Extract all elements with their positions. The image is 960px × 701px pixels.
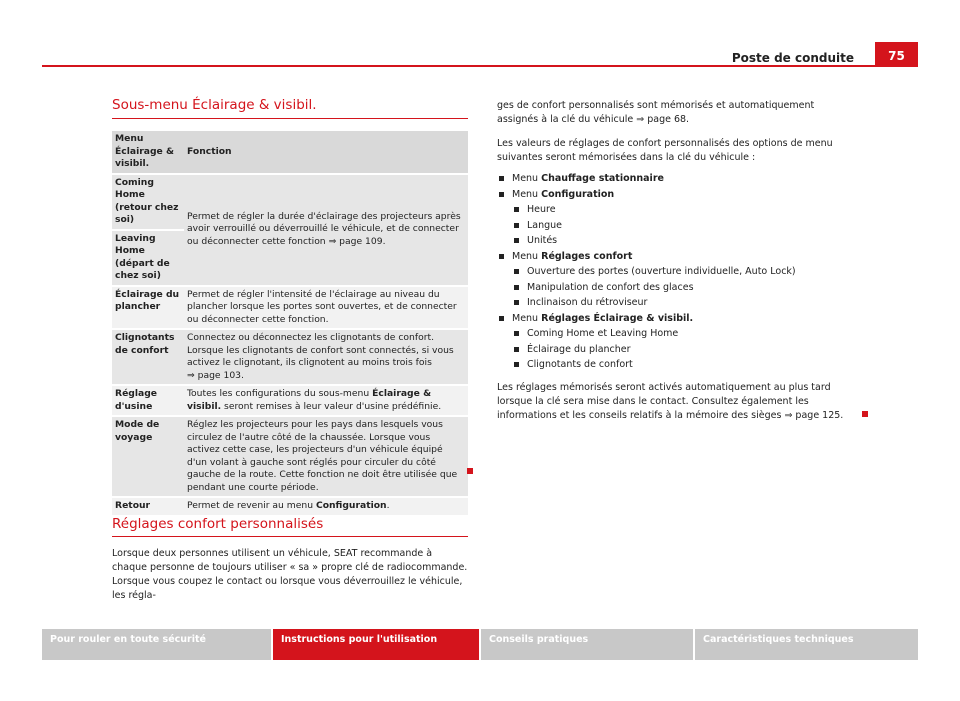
row-text-floor-lighting: Permet de régler l'intensité de l'éclairage au niveau du plancher lorsque les portes sont ouvertes, et de connecter ou déconnecter cette fonction. xyxy=(184,286,468,330)
table-header-menu: Menu Éclairage & visibil. xyxy=(112,131,184,174)
row-label-coming-home: Coming Home (retour chez soi) xyxy=(112,174,184,230)
list-item xyxy=(497,187,867,249)
row-text: seront remises à leur valeur d'usine prédéfinie. xyxy=(224,400,442,412)
sub-list xyxy=(512,202,867,249)
list-item: Langue xyxy=(512,218,867,234)
menu-prefix: Menu xyxy=(512,312,539,324)
list-item xyxy=(497,311,867,373)
menu-name: Chauffage stationnaire xyxy=(541,173,664,184)
row-text-back xyxy=(184,497,468,515)
menu-prefix: Menu xyxy=(512,188,539,200)
end-of-section-marker xyxy=(862,411,868,417)
row-text-travel-mode: Réglez les projecteurs pour les pays dans lesquels vous circulez de l'autre côté de la chaussée. Lorsque vous activez cette case, les projecteurs d'un véhicule équipé d'un volant à gauche sont réglés pour circuler du côté gauche de la route. Cette fonction ne doit être utilisée que pendant une courte période. xyxy=(184,416,468,497)
footer-tab-safety[interactable]: Pour rouler en toute sécurité xyxy=(42,629,271,660)
stored-menus-list xyxy=(497,171,867,373)
comfort-intro-paragraph: Lorsque deux personnes utilisent un véhicule, SEAT recommande à chaque personne de toujours utiliser « sa » propre clé de radiocommande. Lorsque vous coupez le contact ou lorsque vous déverrouillez le véhicule, les régla- xyxy=(112,548,468,601)
list-item: Unités xyxy=(512,233,867,249)
footer-tab-practical-tips[interactable]: Conseils pratiques xyxy=(481,629,693,660)
list-item: Inclinaison du rétroviseur xyxy=(512,295,867,311)
row-label-factory-settings: Réglage d'usine xyxy=(112,385,184,416)
right-paragraph-1 xyxy=(497,99,855,127)
sub-list xyxy=(512,264,867,311)
page-number: 75 xyxy=(875,42,918,67)
list-item xyxy=(497,249,867,311)
row-text: Permet de revenir au menu xyxy=(187,500,314,511)
table-row xyxy=(112,286,468,330)
page-ref-link[interactable]: ⇒ page 68. xyxy=(636,114,690,125)
row-text-factory-settings xyxy=(184,385,468,416)
menu-keyword: Éclairage & visibil. xyxy=(187,388,432,412)
row-label-floor-lighting: Éclairage du plancher xyxy=(112,286,184,330)
table-row xyxy=(112,174,468,230)
table-header-row xyxy=(112,131,468,174)
sub-list xyxy=(512,326,867,373)
menu-keyword: Configuration xyxy=(315,500,387,511)
right-paragraph-3 xyxy=(497,381,855,423)
shared-function-text: Permet de régler la durée d'éclairage des projecteurs après avoir verrouillé ou déverrouillé le véhicule, et de connecter ou déconnecter cette fonction xyxy=(187,210,461,247)
running-header-title: Poste de conduite xyxy=(731,51,854,65)
menu-name: Réglages Éclairage & visibil. xyxy=(541,312,694,324)
list-item: Heure xyxy=(512,202,867,218)
list-item: Clignotants de confort xyxy=(512,357,867,373)
row-text: . xyxy=(386,500,390,511)
menu-name: Configuration xyxy=(541,188,615,200)
list-item: Éclairage du plancher xyxy=(512,342,867,358)
menu-prefix: Menu xyxy=(512,250,539,262)
menu-prefix: Menu xyxy=(512,173,539,184)
page-ref-link[interactable]: ⇒ page 109. xyxy=(328,235,386,247)
row-text: Connectez ou déconnectez les clignotants de confort. Lorsque les clignotants de confort sont connectés, si vous activez le clignotant, ils clignotent au moins trois fois xyxy=(187,332,454,368)
page-ref-link[interactable]: ⇒ page 103. xyxy=(187,369,244,381)
table-row xyxy=(112,497,468,515)
table-header-function: Fonction xyxy=(184,131,468,174)
row-label-back: Retour xyxy=(112,497,184,515)
section-title-rule xyxy=(112,536,468,537)
row-label-comfort-indicators: Clignotants de confort xyxy=(112,329,184,385)
header-rule xyxy=(42,65,918,67)
table-row xyxy=(112,385,468,416)
table-row xyxy=(112,416,468,497)
footer-tab-instructions[interactable]: Instructions pour l'utilisation xyxy=(273,629,479,660)
section-title-comfort: Réglages confort personnalisés xyxy=(112,516,324,532)
right-paragraph-2: Les valeurs de réglages de confort personnalisés des options de menu suivantes seront mémorisées dans la clé du véhicule : xyxy=(497,138,833,163)
list-item: Ouverture des portes (ouverture individuelle, Auto Lock) xyxy=(512,264,867,280)
row-text-coming-leaving-home xyxy=(184,174,468,286)
list-item: Manipulation de confort des glaces xyxy=(512,280,867,296)
section-title-rule xyxy=(112,118,468,119)
menu-name: Réglages confort xyxy=(541,250,633,262)
lighting-menu-table xyxy=(112,131,468,515)
table-row xyxy=(112,329,468,385)
list-item: Coming Home et Leaving Home xyxy=(512,326,867,342)
row-label-leaving-home: Leaving Home (départ de chez soi) xyxy=(112,230,184,286)
row-text: Toutes les configurations du sous-menu xyxy=(187,388,370,399)
page-ref-link[interactable]: ⇒ page 125. xyxy=(784,410,844,421)
row-text-comfort-indicators xyxy=(184,329,468,385)
para-text: Les réglages mémorisés seront activés automatiquement au plus tard lorsque la clé sera mise dans le contact. Consultez également les informations et les conseils relatifs à la mémoire des sièges xyxy=(497,382,831,421)
row-label-travel-mode: Mode de voyage xyxy=(112,416,184,497)
end-of-section-marker xyxy=(467,468,473,474)
footer-tab-technical-specs[interactable]: Caractéristiques techniques xyxy=(695,629,918,660)
para-text: ges de confort personnalisés sont mémorisés et automatiquement assignés à la clé du véhicule xyxy=(497,100,815,125)
list-item xyxy=(497,171,867,187)
section-title-lighting: Sous-menu Éclairage & visibil. xyxy=(112,97,317,113)
